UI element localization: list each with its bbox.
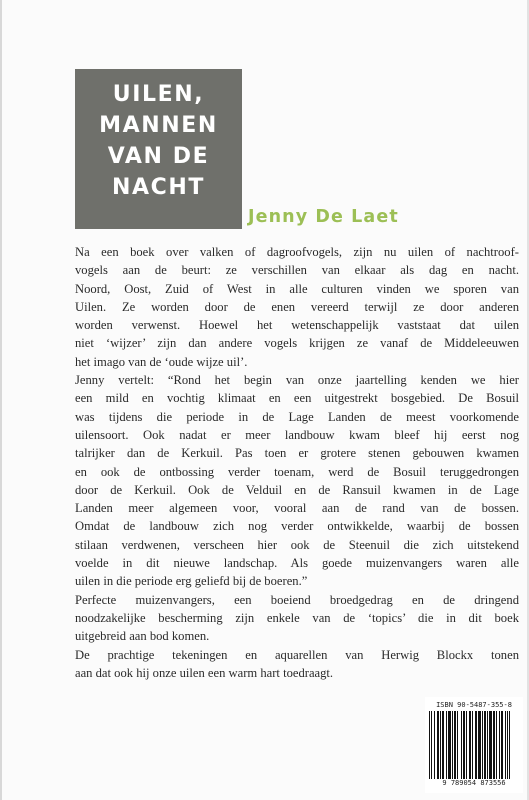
text-line: aan dat ook hij onze uilen een warm hart toedraagt. [75, 665, 334, 680]
barcode-bars [429, 711, 521, 779]
text-line: het imago van de ‘oude wijze uil’. [75, 354, 248, 369]
text-line: uilen in die periode erg geliefd bij de boeren.” [75, 574, 308, 589]
text-line: Landen meer algemeen voor, vooral aan de rand van de bossen. [75, 501, 519, 516]
title-line: NACHT [111, 175, 205, 200]
text-line: niet ‘wijzer’ zijn dan andere vogels krijgen ze vanaf de Middeleeuwen [75, 336, 519, 351]
text-line: vogels aan de beurt: ze verschillen van elkaar als dag en nacht. [75, 263, 519, 278]
text-line: Na een boek over valken of dagroofvogels, zijn nu uilen of nachtroof- [75, 245, 519, 259]
blurb-text [75, 243, 519, 682]
title-line: MANNEN [99, 113, 218, 138]
isbn-number: ISBN 90-5487-355-8 [436, 701, 512, 709]
barcode-bar [509, 711, 510, 779]
text-line: en ook de ontbossing verder toenam, werd de Bosuil teruggedrongen [75, 464, 519, 479]
text-line: stilaan verdwenen, verscheen hier ook de Steenuil die zich uitstekend [75, 537, 519, 552]
text-line: worden verwenst. Hoewel het wetenschappelijk vaststaat dat uilen [75, 318, 519, 333]
barcode-label [425, 697, 523, 793]
text-line: uitgebreid aan bod komen. [75, 629, 210, 644]
text-line: noodzakelijke bescherming zijn enkele van de ‘topics’ die in dit boek [75, 610, 519, 625]
text-line: Uilen. Ze worden door de enen vereerd terwijl ze door anderen [75, 299, 519, 314]
text-line: talrijker dan de Kerkuil. Pas toen er grotere stenen gebouwen kwamen [75, 446, 519, 461]
text-line: was tijdens die periode in de Lage Landen de meest voorkomende [75, 409, 519, 424]
text-line: Jenny vertelt: “Rond het begin van onze jaartelling kenden we hier [75, 373, 519, 388]
text-line: De prachtige tekeningen en aquarellen van Herwig Blockx tonen [75, 647, 519, 662]
text-line: Omdat de landbouw zich nog verder ontwikkelde, waarbij de bossen [75, 519, 519, 534]
title-block [75, 69, 242, 229]
text-line: uilensoort. Ook nadat er meer landbouw kwam bleef hij eerst nog [75, 427, 519, 442]
text-line: Noord, Oost, Zuid of West in alle culturen vinden we sporen van [75, 281, 519, 296]
title-line: VAN DE [107, 144, 210, 169]
text-line: een mild en vochtig klimaat en een uitgestrekt bosgebied. De Bosuil [75, 391, 519, 406]
text-line: Perfecte muizenvangers, een boeiend broedgedrag en de dringend [75, 592, 519, 607]
author-name: Jenny De Laet [248, 207, 399, 227]
ean-number: 9 789054 873556 [442, 779, 506, 787]
text-line: voelde in dit nieuwe landschap. Als goede muizenvangers waren alle [75, 556, 519, 571]
text-line: door de Kerkuil. Ook de Velduil en de Ransuil kwamen in de Lage [75, 482, 519, 497]
title-line: UILEN, [112, 82, 205, 107]
